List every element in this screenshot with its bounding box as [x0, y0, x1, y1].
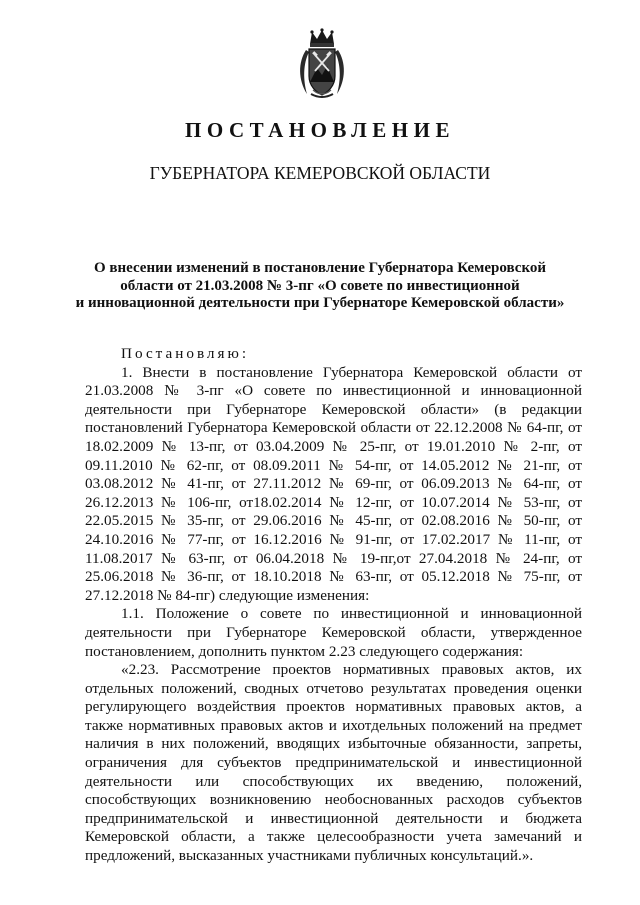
heading-line: О внесении изменений в постановление Губернатора Кемеровской — [93, 260, 547, 276]
heading-line: области от 21.03.2008 № 3-пг «О совете по инвестиционной — [120, 277, 520, 294]
document-title: ПОСТАНОВЛЕНИЕ — [185, 118, 455, 142]
paragraph: 1. Внести в постановление Губернатора Кемеровской области от 21.03.2008 № 3-пг «О совете по инвестиционной и инновационной деятельности при Губернаторе Кемеровской области» (в редакции постановлений Губернатора Кемеровской области от 22.12.2008 № 64-пг, от 18.02.2009 № 13-пг, от 03.04.2009 № 25-пг, от 19.01.2010 № 2-пг, от 09.11.2010 № 62-пг, от 08.09.2011 № 54-пг, от 14.05.2012 № 21-пг, от 03.08.2012 № 41-пг, от 27.11.2012 № 69-пг, от 06.09.2013 № 64-пг, от 26.12.2013 № 106-пг, от18.02.2014 № 12-пг, от 10.07.2014 № 53-пг, от 22.05.2015 № 35-пг, от 29.06.2016 № 45-пг, от 02.08.2016 № 50-пг, от 24.10.2016 № 77-пг, от 16.12.2016 № 91-пг, от 17.02.2017 № 11-пг, от 11.08.2017 № 63-пг, от 06.04.2018 № 19-пг,от 27.04.2018 № 24-пг, от 25.06.2018 № 36-пг, от 18.10.2018 № 63-пг, от 05.12.2018 № 75-пг, от 27.12.2018 № 84-пг) следующие изменения: — [85, 363, 582, 604]
heading-line: и инновационной деятельности при Губернаторе Кемеровской области» — [75, 295, 565, 311]
decree-body — [85, 345, 582, 866]
coat-of-arms-icon — [297, 28, 347, 102]
paragraph: «2.23. Рассмотрение проектов нормативных правовых актов, их отдельных положений, сводных отчетово результатах проведения оценки регулирующего воздействия проектов нормативных правовых актов, а также нормативных правовых актов и ихотдельных положений на предмет наличия в них положений, вводящих избыточные обязанности, запреты, ограничения для субъектов предпринимательской и инвестиционной деятельности или способствующих их введению, положений, способствующих возникновению необоснованных расходов субъектов предпринимательской и инвестиционной деятельности и бюджета Кемеровской области, а также целесообразности учета замечаний и предложений, высказанных участниками публичных консультаций.». — [85, 661, 582, 865]
decree-heading — [60, 260, 580, 313]
issuer-title: ГУБЕРНАТОРА КЕМЕРОВСКОЙ ОБЛАСТИ — [149, 163, 491, 183]
paragraph: 1.1. Положение о совете по инвестиционной и инновационной деятельности при Губернаторе Кемеровской области, утвержденное постановлением, дополнить пунктом 2.23 следующего содержания: — [85, 605, 582, 660]
decree-word: Постановляю: — [121, 345, 250, 362]
